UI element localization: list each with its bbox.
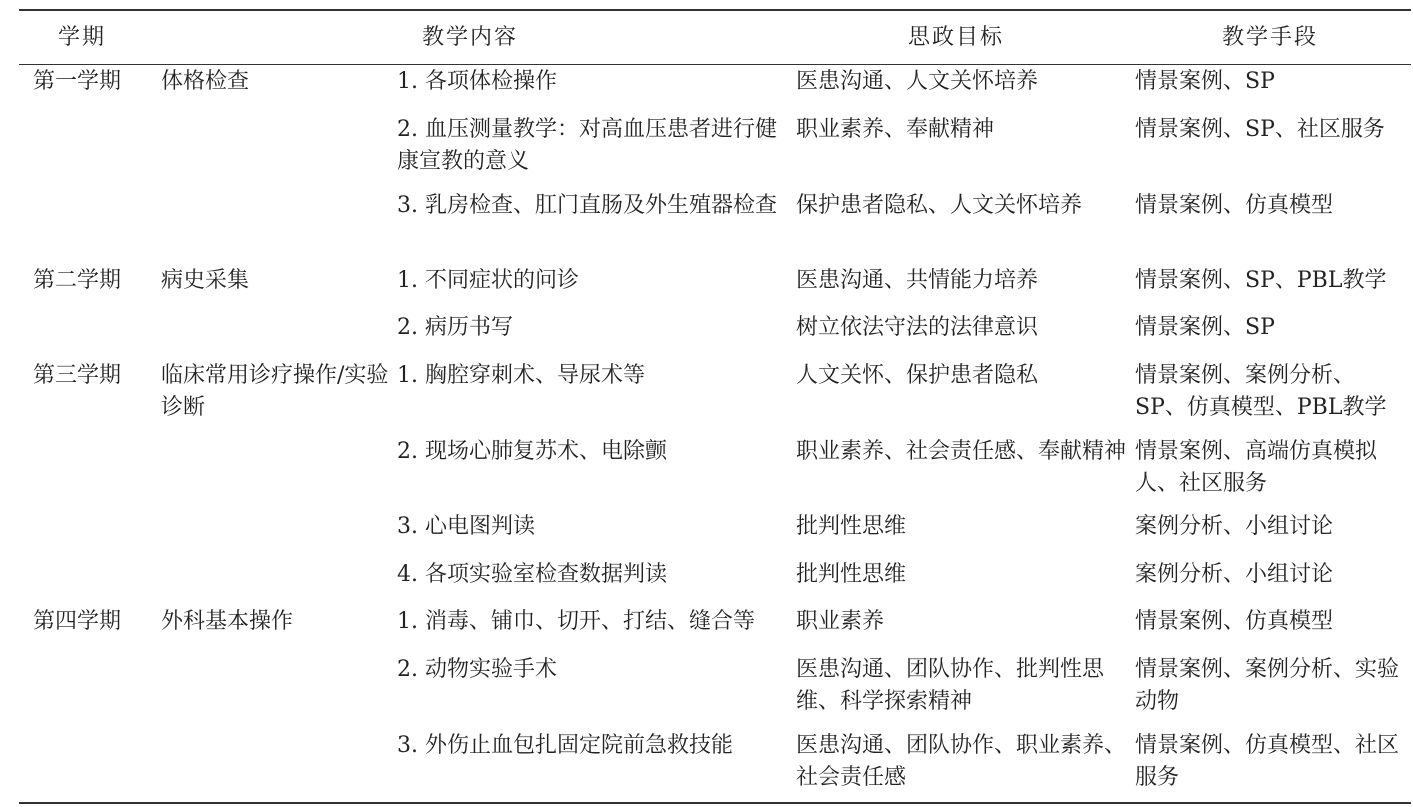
- row-content: 3. 心电图判读: [397, 514, 535, 539]
- row-goal: 医患沟通、团队协作、批判性思维、科学探索精神: [796, 657, 1105, 714]
- row-goal: 医患沟通、人文关怀培养: [796, 69, 1039, 94]
- header-goal: 思政目标: [908, 25, 1005, 50]
- row-goal: 树立依法守法的法律意识: [796, 315, 1039, 340]
- row-content: 2. 动物实验手术: [397, 657, 557, 682]
- row-goal: 批判性思维: [796, 514, 907, 539]
- row-content: 2. 病历书写: [397, 315, 513, 340]
- row-content: 1. 各项体检操作: [397, 69, 557, 94]
- row-content: 1. 不同症状的问诊: [397, 268, 579, 293]
- row-method: 情景案例、SP、社区服务: [1135, 117, 1385, 142]
- row-goal: 职业素养、社会责任感、奉献精神: [796, 439, 1127, 464]
- row-method: 情景案例、SP、PBL教学: [1135, 268, 1387, 293]
- semester-label: 第三学期: [33, 363, 122, 388]
- row-method: 案例分析、小组讨论: [1135, 514, 1334, 539]
- row-goal: 职业素养、奉献精神: [796, 117, 995, 142]
- semester-label: 第二学期: [33, 268, 122, 293]
- row-goal: 医患沟通、共情能力培养: [796, 268, 1039, 293]
- table-header-rule: [19, 64, 1411, 65]
- row-method: 情景案例、高端仿真模拟人、社区服务: [1135, 439, 1378, 496]
- row-content: 2. 血压测量教学：对高血压患者进行健康宣教的意义: [397, 117, 777, 174]
- table-top-rule: [19, 9, 1411, 11]
- row-method: 情景案例、SP: [1135, 315, 1275, 340]
- row-goal: 职业素养: [796, 609, 885, 634]
- row-method: 情景案例、SP: [1135, 69, 1275, 94]
- table-bottom-rule: [19, 802, 1411, 804]
- row-content: 1. 胸腔穿刺术、导尿术等: [397, 363, 645, 388]
- row-content: 3. 乳房检查、肛门直肠及外生殖器检查: [397, 193, 777, 218]
- row-method: 情景案例、仿真模型、社区服务: [1135, 733, 1400, 790]
- row-content: 2. 现场心肺复苏术、电除颤: [397, 439, 667, 464]
- semester-topic: 外科基本操作: [161, 609, 294, 634]
- row-goal: 医患沟通、团队协作、职业素养、社会责任感: [796, 733, 1127, 790]
- row-content: 1. 消毒、铺巾、切开、打结、缝合等: [397, 609, 755, 634]
- row-goal: 保护患者隐私、人文关怀培养: [796, 193, 1083, 218]
- header-content: 教学内容: [422, 25, 519, 50]
- row-method: 情景案例、仿真模型: [1135, 609, 1334, 634]
- row-goal: 人文关怀、保护患者隐私: [796, 363, 1039, 388]
- row-goal: 批判性思维: [796, 562, 907, 587]
- semester-topic: 临床常用诊疗操作/实验诊断: [161, 363, 389, 420]
- semester-label: 第四学期: [33, 609, 122, 634]
- row-content: 3. 外伤止血包扎固定院前急救技能: [397, 733, 733, 758]
- header-method: 教学手段: [1222, 25, 1319, 50]
- semester-label: 第一学期: [33, 69, 122, 94]
- row-method: 情景案例、案例分析、SP、仿真模型、PBL教学: [1135, 363, 1387, 420]
- row-method: 情景案例、仿真模型: [1135, 193, 1334, 218]
- header-semester: 学期: [58, 25, 107, 50]
- semester-topic: 体格检查: [161, 69, 250, 94]
- semester-topic: 病史采集: [161, 268, 250, 293]
- row-method: 案例分析、小组讨论: [1135, 562, 1334, 587]
- row-method: 情景案例、案例分析、实验动物: [1135, 657, 1400, 714]
- row-content: 4. 各项实验室检查数据判读: [397, 562, 667, 587]
